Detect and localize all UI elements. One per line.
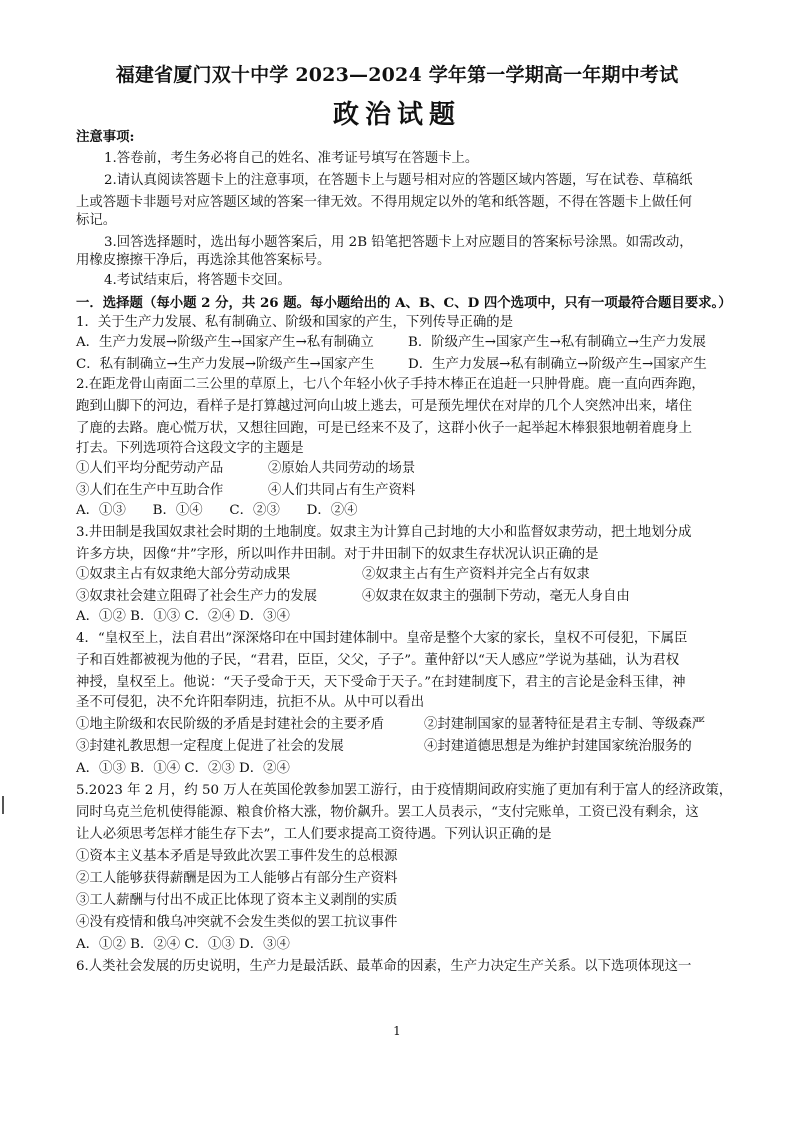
question-5-item-2: ②工人能够获得薪酬是因为工人能够占有部分生产资料	[76, 871, 398, 886]
question-2-options: A．①③ B．①④ C．②③ D．②④	[76, 503, 358, 518]
question-5-options: A．①② B．②④ C．①③ D．③④	[76, 937, 290, 952]
question-2-stem: 了鹿的去路。鹿心慌万状，又想往回跑，可是已经来不及了，这群小伙子一起举起木棒狠狠地朝着鹿身上	[76, 421, 692, 436]
question-1-stem: 1．关于生产力发展、私有制确立、阶级和国家的产生，下列传导正确的是	[76, 315, 514, 330]
notice-line: 4.考试结束后，将答题卡交回。	[104, 273, 291, 288]
question-3-stem: 3.井田制是我国奴隶社会时期的土地制度。奴隶主为计算自己封地的大小和监督奴隶劳动，把土地划分成	[76, 525, 692, 540]
question-2-item-3: ③人们在生产中互助合作	[76, 483, 224, 498]
question-2-stem: 打去。下列选项符合这段文字的主题是	[76, 441, 304, 456]
notice-heading: 注意事项:	[76, 129, 135, 145]
question-5-stem: 同时乌克兰危机使得能源、粮食价格大涨，物价飙升。罢工人员表示，“支付完账单，工资已没有剩余，这	[76, 805, 699, 820]
question-3-item-3: ③奴隶社会建立阻碍了社会生产力的发展	[76, 589, 318, 604]
question-4-item-1: ①地主阶级和农民阶级的矛盾是封建社会的主要矛盾	[76, 717, 384, 732]
subject-title: 政治试题	[332, 100, 461, 130]
question-3-item-2: ②奴隶主占有生产资料并完全占有奴隶	[362, 567, 590, 582]
notice-line: 用橡皮擦擦干净后，再选涂其他答案标号。	[76, 253, 331, 268]
question-2-stem: 2.在距龙骨山南面二三公里的草原上，七八个年轻小伙子手持木棒正在追赶一只肿骨鹿。鹿一直向西奔跑，	[76, 377, 705, 392]
question-1-option-a: A．生产力发展→阶级产生→国家产生→私有制确立	[76, 335, 374, 350]
question-3-stem: 许多方块，因像“井”字形，所以叫作井田制。对于井田制下的奴隶生存状况认识正确的是	[76, 547, 599, 562]
exam-title: 福建省厦门双十中学 2023—2024 学年第一学期高一年期中考试	[115, 64, 679, 86]
notice-line: 1.答卷前，考生务必将自己的姓名、准考证号填写在答题卡上。	[104, 151, 479, 166]
question-5-stem: 让人必须思考怎样才能生存下去”，工人们要求提高工资待遇。下列认识正确的是	[76, 827, 552, 842]
question-4-options: A．①③ B．①④ C．②③ D．②④	[76, 761, 290, 776]
question-4-stem: 圣不可侵犯，决不允许阳奉阴违，抗拒不从。从中可以看出	[76, 695, 425, 710]
question-1-option-d: D．生产力发展→私有制确立→阶级产生→国家产生	[408, 357, 707, 372]
question-2-item-1: ①人们平均分配劳动产品	[76, 461, 224, 476]
page-number: 1	[393, 1024, 401, 1038]
question-5-item-4: ④没有疫情和俄乌冲突就不会发生类似的罢工抗议事件	[76, 915, 398, 930]
question-2-item-4: ④人们共同占有生产资料	[268, 483, 416, 498]
question-1-option-c: C．私有制确立→生产力发展→阶级产生→国家产生	[76, 357, 375, 372]
scan-edge-mark	[2, 796, 4, 814]
question-4-item-4: ④封建道德思想是为维护封建国家统治服务的	[424, 739, 692, 754]
question-4-stem: 4．“皇权至上，法自君出”深深烙印在中国封建体制中。皇帝是整个大家的家长，皇权不可侵犯，下属臣	[76, 631, 688, 646]
notice-line: 3.回答选择题时，选出每小题答案后，用 2B 铅笔把答题卡上对应题目的答案标号涂黑。如需改动，	[104, 235, 693, 250]
question-5-item-1: ①资本主义基本矛盾是导致此次罢工事件发生的总根源	[76, 849, 398, 864]
question-1-option-b: B．阶级产生→国家产生→私有制确立→生产力发展	[408, 335, 706, 350]
question-2-stem: 跑到山脚下的河边，看样子是打算越过河向山坡上逃去，可是预先埋伏在对岸的几个人突然冲出来，堵住	[76, 399, 692, 414]
notice-line: 2.请认真阅读答题卡上的注意事项，在答题卡上与题号相对应的答题区域内答题，写在试卷、草稿纸	[104, 173, 693, 188]
question-6-stem: 6.人类社会发展的历史说明，生产力是最活跃、最革命的因素，生产力决定生产关系。以下选项体现这一	[76, 959, 692, 974]
question-3-options: A．①② B．①③ C．②④ D．③④	[76, 609, 290, 624]
question-3-item-4: ④奴隶在奴隶主的强制下劳动，毫无人身自由	[362, 589, 630, 604]
question-5-stem: 5.2023 年 2 月，约 50 万人在英国伦敦参加罢工游行，由于疫情期间政府实施了更加有利于富人的经济政策，	[76, 783, 733, 798]
section-heading: 一．选择题（每小题 2 分，共 26 题。每小题给出的 A、B、C、D 四个选项中，只有一项最符合题目要求。）	[76, 295, 732, 311]
question-5-item-3: ③工人薪酬与付出不成正比体现了资本主义剥削的实质	[76, 893, 398, 908]
question-2-item-2: ②原始人共同劳动的场景	[268, 461, 416, 476]
notice-line: 标记。	[76, 213, 117, 228]
question-4-stem: 神授，皇权至上。他说：“天子受命于天，天下受命于天子。”在封建制度下，君主的言论是金科玉律，神	[76, 675, 686, 690]
question-3-item-1: ①奴隶主占有奴隶绝大部分劳动成果	[76, 567, 291, 582]
notice-line: 上或答题卡非题号对应答题区域的答案一律无效。不得用规定以外的笔和纸答题，不得在答题卡上做任何	[76, 195, 692, 210]
question-4-item-3: ③封建礼教思想一定程度上促进了社会的发展	[76, 739, 344, 754]
question-4-item-2: ②封建制国家的显著特征是君主专制、等级森严	[424, 717, 706, 732]
question-4-stem: 子和百姓都被视为他的子民，“君君，臣臣，父父，子子”。董仲舒以“天人感应”学说为基础，认为君权	[76, 653, 680, 668]
